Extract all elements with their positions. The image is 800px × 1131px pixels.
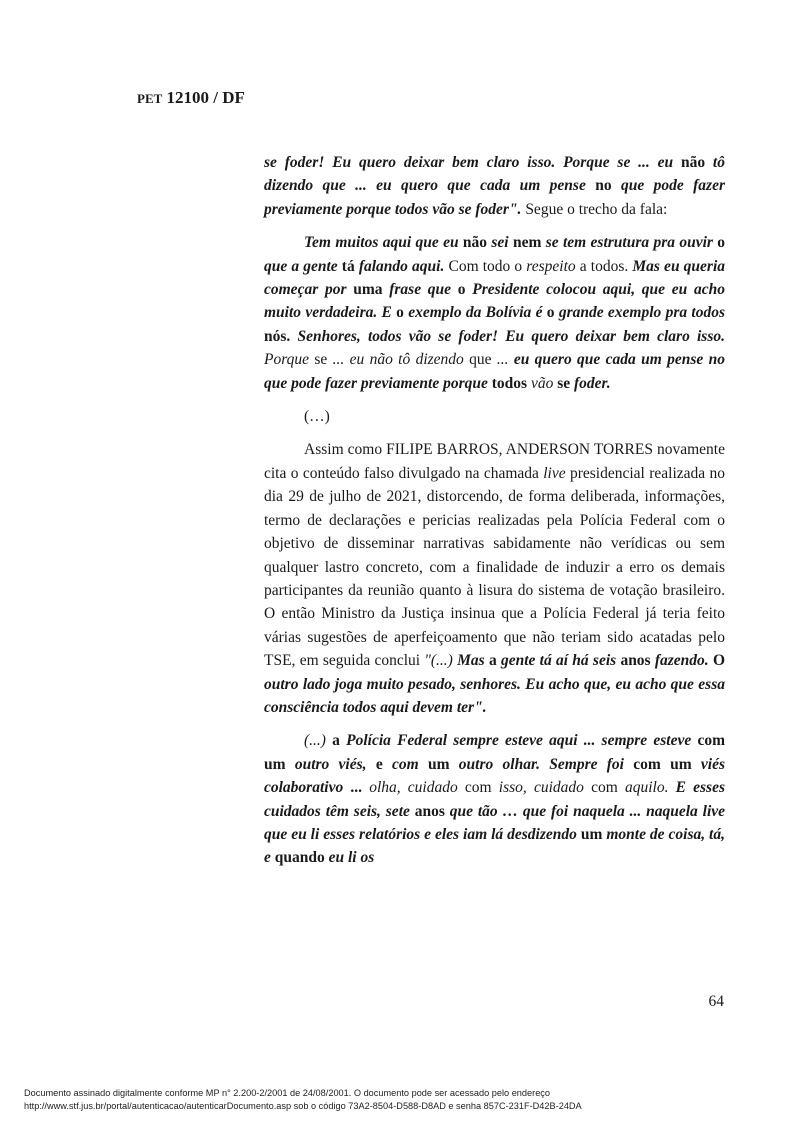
text-run: se tem estrutura pra ouvir bbox=[541, 234, 718, 252]
text-run: com bbox=[583, 779, 625, 797]
text-run: Porque bbox=[264, 351, 310, 369]
paragraph-1 bbox=[264, 151, 725, 221]
text-run: fazendo. bbox=[650, 652, 713, 670]
text-run: gente tá aí há seis bbox=[496, 652, 621, 670]
text-run: sei bbox=[487, 234, 513, 252]
text-run: outro lado joga muito pesado, senhores. Eu acho que, eu acho que essa consciência todos aqui devem ter". bbox=[264, 675, 725, 716]
paragraph-5-quote bbox=[264, 729, 725, 869]
footer-line-1: Documento assinado digitalmente conforme MP n° 2.200-2/2001 de 24/08/2001. O documento pode ser acessado pelo endereço bbox=[24, 1088, 551, 1098]
text-run: O bbox=[712, 652, 725, 670]
text-run: vão bbox=[527, 374, 554, 392]
text-run: presidencial realizada no dia 29 de julho de 2021, distorcendo, de forma deliberada, informações, termo de declarações e pericias realizadas pela Polícia Federal com o objetivo de disseminar narrativas sabidamente não verídicas ou sem qualquer lastro concreto, com a finalidade de induzir a erro os demais participantes da reunião quanto à lisura do sistema de votação brasileiro. O então Ministro da Justiça insinua que a Polícia Federal já teria feito várias sugestões de aperfeiçoamento que não teriam sido acatadas pelo TSE, em seguida conclui bbox=[264, 464, 725, 670]
text-run: Presidente colocou aqui, que eu acho muito verdadeira. E bbox=[264, 281, 725, 322]
text-run: que bbox=[463, 351, 497, 369]
text-run: Tem muitos aqui que eu bbox=[304, 234, 463, 252]
text-run: anos bbox=[414, 802, 445, 820]
text-run: todos bbox=[491, 374, 528, 392]
text-run: Senhores, todos vão se foder! Eu quero deixar bem claro isso. bbox=[290, 327, 725, 345]
text-run: Mas eu queria começar por bbox=[264, 257, 726, 299]
text-run: monte de coisa, tá, e bbox=[264, 825, 725, 867]
text-run: ... eu não tô dizendo bbox=[332, 351, 464, 369]
text-run: aquilo. bbox=[624, 779, 669, 797]
text-run: ... bbox=[350, 779, 363, 797]
text-run: se bbox=[553, 374, 574, 392]
text-run: foder. bbox=[574, 374, 611, 392]
text-run: grande exemplo pra todos bbox=[554, 304, 725, 322]
text-run: um bbox=[580, 825, 603, 843]
document-header bbox=[137, 88, 245, 108]
text-run: não bbox=[680, 154, 706, 171]
text-run: Com todo o bbox=[444, 257, 527, 275]
text-run: o bbox=[717, 234, 726, 252]
paragraph-2-quote bbox=[264, 231, 725, 395]
text-run: olha, cuidado bbox=[362, 779, 458, 797]
text-run: Segue o trecho da fala: bbox=[521, 200, 668, 218]
text-run: com um bbox=[633, 755, 692, 773]
text-run: outro bbox=[449, 755, 503, 773]
header-pet: PET bbox=[137, 91, 163, 106]
text-run: um bbox=[427, 755, 450, 773]
text-run: se foder! Eu quero deixar bem claro isso. Porque se ... eu bbox=[264, 154, 681, 171]
text-run: exemplo da Bolívia é bbox=[403, 304, 547, 322]
text-run: Polícia Federal sempre esteve aqui ... sempre esteve bbox=[346, 732, 698, 750]
text-run: outro viés, bbox=[285, 755, 376, 773]
text-run: olhar. Sempre foi bbox=[502, 755, 634, 773]
header-number: 12100 / DF bbox=[162, 88, 245, 107]
text-run: e bbox=[375, 755, 383, 773]
text-run: anos bbox=[620, 652, 651, 670]
text-run: Assim como FILIPE BARROS, ANDERSON TORRES novamente cita o conteúdo falso divulgado na chamada bbox=[264, 441, 725, 482]
text-run: live bbox=[543, 464, 566, 482]
text-run: uma bbox=[353, 281, 383, 299]
text-run: que tão … que foi naquela ... naquela live que eu li esses relatórios e eles iam lá desdizendo bbox=[264, 802, 726, 843]
text-run: com um bbox=[264, 732, 725, 773]
page-number: 64 bbox=[708, 993, 724, 1010]
text-run: isso, cuidado bbox=[498, 779, 584, 797]
text-run: que a gente bbox=[264, 257, 342, 275]
text-run: o bbox=[457, 281, 466, 299]
text-run: "(...) bbox=[424, 652, 453, 670]
paragraph-4 bbox=[264, 438, 725, 719]
text-run: a todos. bbox=[575, 257, 633, 275]
text-run: se bbox=[309, 351, 333, 369]
text-run: falando aqui. bbox=[354, 257, 445, 275]
text-run: E esses cuidados têm seis, sete bbox=[264, 779, 725, 820]
text-run: com bbox=[457, 779, 499, 797]
text-run: com bbox=[382, 755, 428, 773]
text-run: ... bbox=[496, 351, 509, 369]
footer-line-2: http://www.stf.jus.br/portal/autenticacao/autenticarDocumento.asp sob o código 73A2-8504-D588-D8AD e senha 857C-231F-D42B-24DA bbox=[24, 1100, 582, 1111]
paragraph-3-ellipsis: (…) bbox=[304, 408, 330, 426]
text-run: Mas bbox=[452, 652, 489, 670]
text-run: a bbox=[325, 732, 347, 750]
signature-footer bbox=[24, 1087, 784, 1113]
text-run: o bbox=[546, 304, 555, 322]
text-run: eu quero que cada um pense no que pode fazer previamente porque bbox=[264, 351, 725, 392]
text-run: quando bbox=[274, 849, 325, 867]
text-run: nós. bbox=[264, 327, 291, 345]
text-run: não bbox=[462, 234, 488, 252]
text-run: no bbox=[595, 177, 612, 195]
text-run: tô dizendo que ... eu quero que cada um pense bbox=[264, 154, 725, 195]
text-run: viés colaborativo bbox=[264, 755, 725, 797]
text-run: respeito bbox=[526, 257, 576, 275]
text-run: frase que bbox=[382, 281, 458, 299]
text-run: nem bbox=[512, 234, 542, 252]
text-run: tá bbox=[341, 257, 355, 275]
text-run: o bbox=[396, 304, 404, 322]
document-body bbox=[264, 151, 725, 880]
text-run: que pode fazer previamente porque todos vão se foder". bbox=[264, 177, 725, 218]
text-run: (...) bbox=[304, 732, 326, 750]
text-run: eu li os bbox=[324, 849, 375, 867]
text-run: a bbox=[488, 652, 497, 670]
